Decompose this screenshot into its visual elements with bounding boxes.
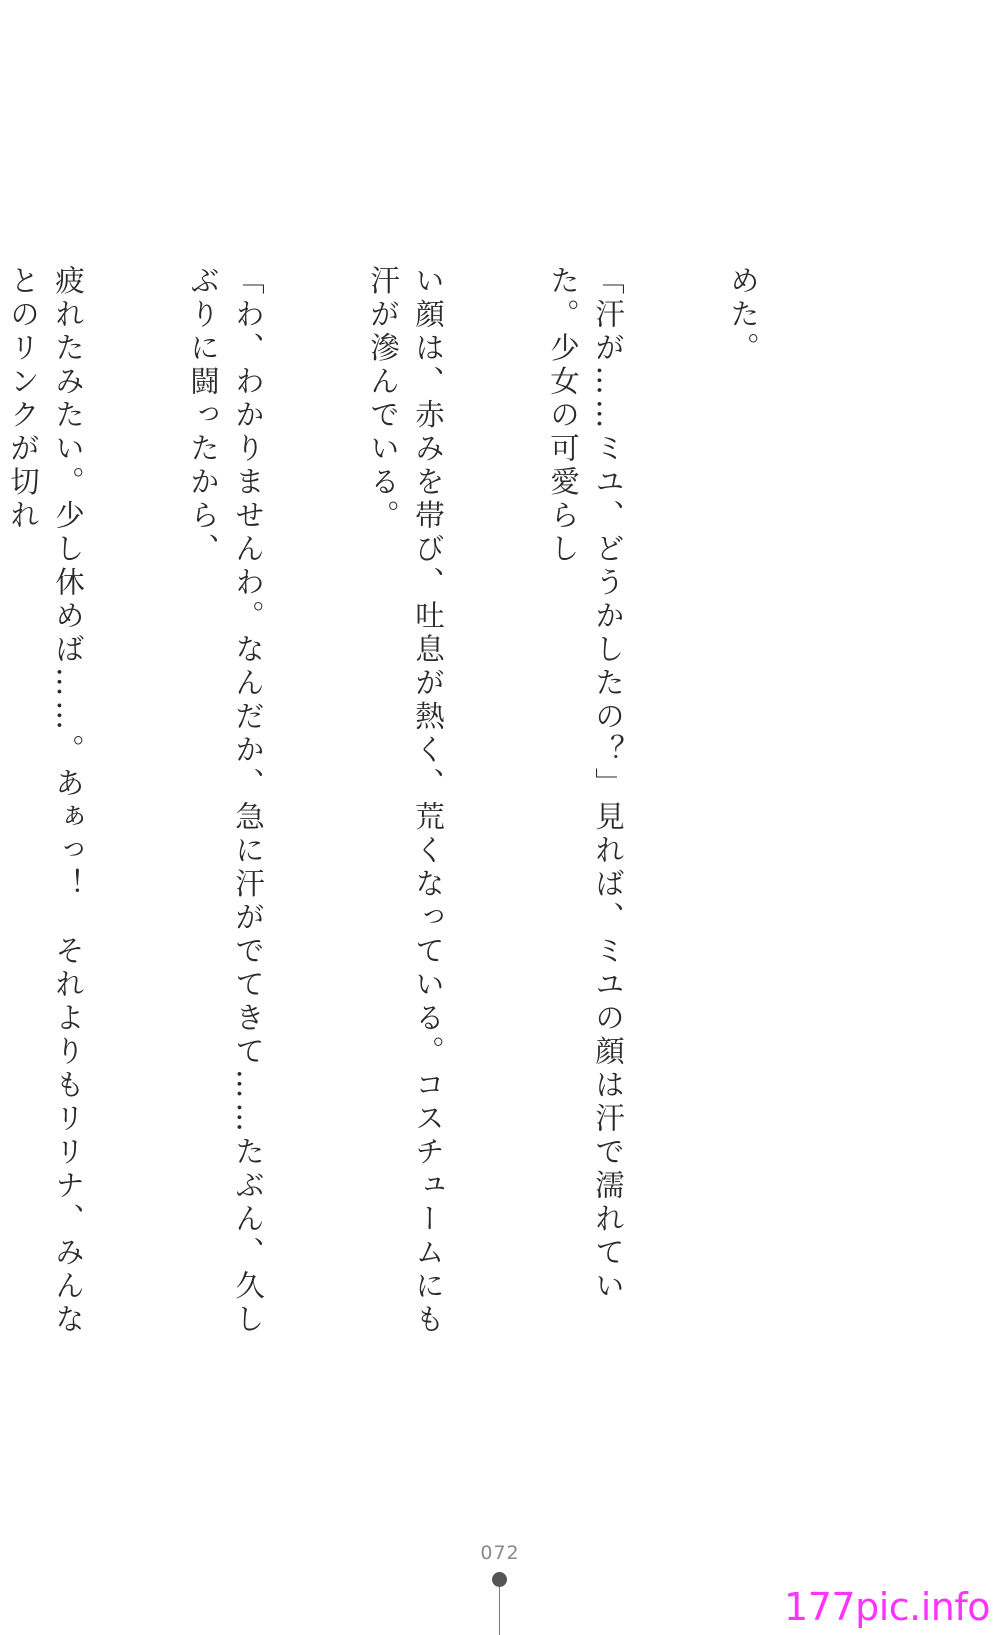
text-line: 疲れたみたい。少し休めば……。あぁっ！ それよりもリリナ、みんなとのリンクが切れ — [6, 265, 85, 1337]
watermark: 177pic.info — [784, 1585, 990, 1629]
text-line: 「わ、わかりませんわ。なんだか、急に汗がでてきて……たぶん、久しぶりに闘ったから、 — [186, 265, 265, 1337]
text-line: い顔は、赤みを帯び、吐息が熱く、荒くなっている。コスチュームにも汗が滲んでいる。 — [366, 265, 445, 1337]
text-line: めた。 — [726, 265, 760, 366]
text-line: 「汗が……ミユ、どうかしたの？」見れば、ミユの顔は汗で濡れていた。少女の可愛らし — [546, 265, 625, 1304]
page-marker-dot — [492, 1572, 507, 1587]
page-marker-line — [499, 1587, 500, 1635]
page-number: 072 — [480, 1542, 520, 1564]
vertical-body-text — [6, 265, 855, 1345]
